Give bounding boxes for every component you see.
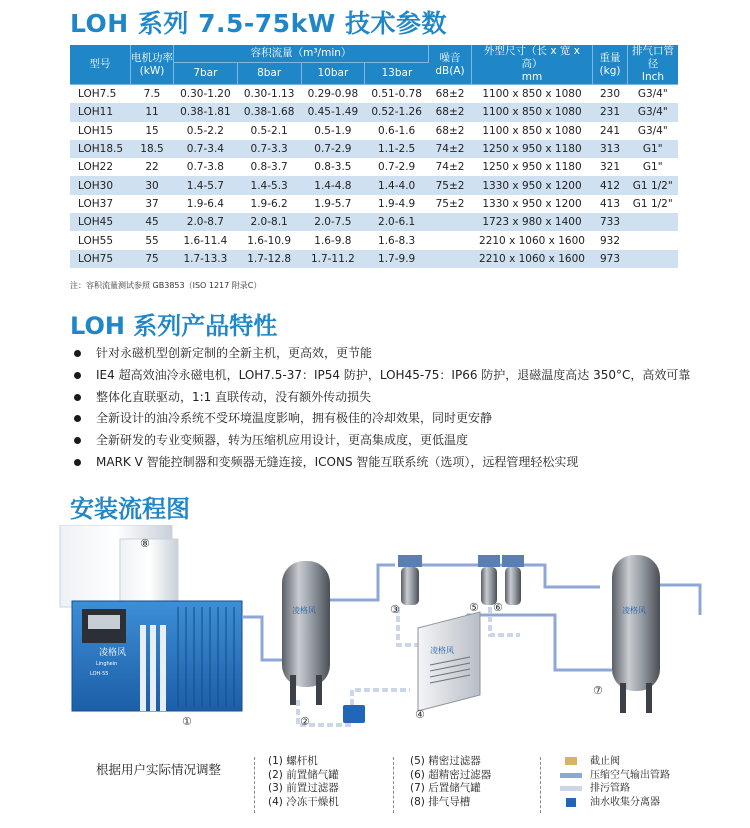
cell-f7: 0.5-2.2 (186, 124, 224, 137)
cell-dims: 1250 x 950 x 1180 (482, 161, 582, 174)
cell-power: 30 (131, 176, 174, 194)
feature-item: IE4 超高效油冷永磁电机，LOH7.5-37：IP54 防护，LOH45-75：IP66 防护，退磁温度高达 350°C，高效可靠 (70, 366, 710, 385)
cell-power: 15 (145, 124, 159, 137)
cell-f8: 1.9-6.2 (250, 197, 288, 210)
cell-f13: 0.7-2.9 (378, 161, 416, 174)
cell-power: 45 (131, 213, 174, 231)
ultra-precision-filter (502, 555, 524, 605)
legend-divider (540, 757, 542, 813)
header-outlet: 排气口管径 Inch (628, 45, 679, 85)
cell-outlet (628, 250, 679, 268)
cell-f10: 2.0-7.5 (301, 213, 365, 231)
cell-f13: 1.6-8.3 (378, 234, 416, 247)
features-title: LOH 系列产品特性 (70, 312, 278, 340)
cell-noise: 68±2 (435, 124, 465, 137)
cell-weight: 231 (593, 103, 628, 121)
cell-outlet (628, 213, 679, 231)
header-7bar: 7bar (174, 63, 238, 85)
cell-f7: 1.4-5.7 (174, 176, 238, 194)
cell-f13: 2.0-6.1 (365, 213, 429, 231)
cell-dims: 2210 x 1060 x 1600 (472, 250, 593, 268)
cell-model: LOH15 (78, 124, 113, 137)
install-title: 安装流程图 (70, 495, 190, 523)
cell-model: LOH37 (78, 197, 113, 210)
valve-icon (565, 757, 577, 765)
header-dims: 外型尺寸（长 x 宽 x 高） mm (472, 45, 593, 85)
header-noise: 噪音 dB(A) (429, 45, 472, 85)
cell-outlet: G3/4" (637, 88, 668, 101)
header-10bar: 10bar (301, 63, 365, 85)
cell-f10: 0.8-3.5 (314, 161, 352, 174)
cell-outlet: G1 1/2" (628, 176, 679, 194)
cell-model: LOH11 (70, 103, 131, 121)
marker-5: ⑤ (469, 601, 479, 614)
cell-f13: 1.7-9.9 (365, 250, 429, 268)
header-13bar: 13bar (365, 63, 429, 85)
cell-model: LOH55 (78, 234, 113, 247)
cell-model: LOH22 (78, 161, 113, 174)
cell-model: LOH18.5 (70, 140, 131, 158)
cell-weight: 313 (593, 140, 628, 158)
cell-weight: 241 (599, 124, 621, 137)
marker-6: ⑥ (493, 601, 503, 614)
machine-model: LOH-55 (90, 671, 109, 677)
cell-weight: 973 (593, 250, 628, 268)
cell-f8: 0.8-3.7 (250, 161, 288, 174)
cell-f7: 1.7-13.3 (174, 250, 238, 268)
component-item: (3) 前置过滤器 (268, 782, 339, 794)
spec-table-body (70, 85, 678, 268)
cell-dims: 1250 x 950 x 1180 (472, 140, 593, 158)
table-row (70, 195, 678, 213)
cell-noise (429, 231, 472, 249)
cell-model: LOH75 (70, 250, 131, 268)
cell-f7: 0.7-3.8 (186, 161, 224, 174)
exhaust-duct (60, 525, 178, 607)
component-item: (6) 超精密过滤器 (410, 768, 492, 781)
feature-item: MARK V 智能控制器和变频器无缝连接，ICONS 智能互联系统（选项），远程管理轻松实现 (70, 453, 710, 472)
cell-f10: 0.45-1.49 (301, 103, 365, 121)
cell-f8: 0.7-3.3 (237, 140, 301, 158)
cell-f13: 1.4-4.0 (365, 176, 429, 194)
cell-f7: 1.9-6.4 (186, 197, 224, 210)
oil-water-collector (343, 705, 365, 723)
cell-dims: 1330 x 950 x 1200 (482, 197, 582, 210)
cell-model: LOH7.5 (78, 88, 117, 101)
cell-model: LOH30 (70, 176, 131, 194)
cell-f10: 0.5-1.9 (314, 124, 352, 137)
legend-divider (254, 757, 256, 813)
component-item: (2) 前置储气罐 (268, 768, 339, 781)
component-item: (1) 螺杆机 (268, 755, 318, 767)
table-row (70, 158, 678, 176)
cell-f10: 1.4-4.8 (301, 176, 365, 194)
cell-outlet: G1" (628, 140, 679, 158)
component-item: (7) 后置储气罐 (410, 782, 481, 794)
cell-f13: 1.9-4.9 (378, 197, 416, 210)
table-row (70, 213, 678, 231)
cell-f7: 0.38-1.81 (174, 103, 238, 121)
cell-power: 37 (145, 197, 159, 210)
collector-icon (566, 798, 576, 807)
cell-dims: 1330 x 950 x 1200 (472, 176, 593, 194)
page-title: LOH 系列 7.5-75kW 技术参数 (70, 9, 447, 38)
spec-table (70, 45, 678, 268)
cell-weight: 932 (599, 234, 621, 247)
marker-3: ③ (390, 603, 400, 616)
component-item: (5) 精密过滤器 (410, 755, 481, 767)
cell-weight: 733 (593, 213, 628, 231)
marker-1: ① (182, 715, 192, 728)
feature-item: 整体化直联驱动，1:1 直联传动，没有额外传动损失 (70, 388, 710, 407)
pre-filter (398, 555, 422, 605)
cell-dims: 1100 x 850 x 1080 (472, 103, 593, 121)
cell-f8: 1.4-5.3 (237, 176, 301, 194)
header-motor-power: 电机功率 (kW) (131, 45, 174, 85)
cell-f8: 1.7-12.8 (237, 250, 301, 268)
cell-outlet: G1 1/2" (632, 197, 673, 210)
cell-f8: 0.30-1.13 (243, 88, 295, 101)
legend-collector: 油水收集分离器 (560, 796, 670, 810)
cell-outlet: G1" (642, 161, 663, 174)
table-row (70, 176, 678, 194)
cell-f7: 2.0-8.7 (174, 213, 238, 231)
cell-power: 75 (131, 250, 174, 268)
table-row (70, 103, 678, 121)
marker-2: ② (300, 715, 310, 728)
adjust-note: 根据用户实际情况调整 (96, 762, 222, 777)
cell-power: 18.5 (131, 140, 174, 158)
refrigerated-dryer (418, 612, 482, 711)
drain-line-swatch (560, 786, 582, 791)
cell-dims: 2210 x 1060 x 1600 (479, 234, 585, 247)
feature-item: 全新研发的专业变频器，转为压缩机应用设计，更高集成度，更低温度 (70, 431, 710, 450)
cell-power: 11 (131, 103, 174, 121)
table-note: 注：容积流量测试参照 GB3853（ISO 1217 附录C） (70, 281, 262, 290)
feature-list (70, 344, 710, 475)
legend-divider (393, 757, 395, 813)
header-flow: 容积流量（m³/min） (174, 45, 429, 63)
cell-f13: 0.52-1.26 (365, 103, 429, 121)
air-line-swatch (560, 773, 582, 778)
cell-f10: 1.6-9.8 (314, 234, 352, 247)
table-row (70, 250, 678, 268)
install-diagram (0, 525, 750, 750)
component-item: (8) 排气导槽 (410, 795, 471, 808)
precision-filter (478, 555, 500, 605)
marker-7: ⑦ (593, 684, 603, 697)
cell-power: 55 (145, 234, 159, 247)
feature-item: 全新设计的油冷系统不受环境温度影响，拥有极佳的冷却效果，同时更安静 (70, 409, 710, 428)
cell-f7: 1.6-11.4 (183, 234, 228, 247)
table-row (70, 122, 678, 140)
cell-f10: 1.9-5.7 (314, 197, 352, 210)
cell-f7: 0.7-3.4 (174, 140, 238, 158)
machine-brand-en: Linghein (96, 661, 118, 667)
cell-power: 7.5 (143, 88, 161, 101)
cell-f8: 0.38-1.68 (237, 103, 301, 121)
cell-noise: 75±2 (435, 197, 465, 210)
cell-noise (429, 250, 472, 268)
legend-valve: 截止阀 (560, 755, 670, 769)
marker-4: ④ (415, 708, 425, 721)
cell-f8: 0.5-2.1 (250, 124, 288, 137)
marker-8: ⑧ (140, 537, 150, 550)
legend-air-line: 压缩空气输出管路 (560, 769, 670, 783)
cell-outlet (628, 231, 679, 249)
cell-noise: 74±2 (429, 140, 472, 158)
component-list-left (268, 755, 339, 809)
dryer-brand: 凌格风 (430, 646, 454, 655)
cell-f10: 1.7-11.2 (301, 250, 365, 268)
cell-power: 22 (145, 161, 159, 174)
cell-dims: 1100 x 850 x 1080 (482, 88, 582, 101)
cell-weight: 230 (599, 88, 621, 101)
cell-noise: 74±2 (435, 161, 465, 174)
cell-dims: 1723 x 980 x 1400 (472, 213, 593, 231)
front-air-tank (282, 561, 330, 705)
header-weight: 重量 (kg) (593, 45, 628, 85)
table-row (70, 231, 678, 249)
machine-brand: 凌格风 (99, 648, 127, 658)
screw-compressor (72, 601, 242, 711)
cell-f7: 0.30-1.20 (180, 88, 231, 101)
cell-f13: 0.51-0.78 (371, 88, 422, 101)
cell-weight: 321 (599, 161, 621, 174)
table-row (70, 140, 678, 158)
header-8bar: 8bar (237, 63, 301, 85)
cell-noise: 68±2 (435, 88, 465, 101)
cell-outlet: G3/4" (628, 103, 679, 121)
cell-noise (429, 213, 472, 231)
cell-weight: 413 (599, 197, 621, 210)
cell-dims: 1100 x 850 x 1080 (482, 124, 582, 137)
cell-f13: 1.1-2.5 (365, 140, 429, 158)
cell-outlet: G3/4" (637, 124, 668, 137)
header-model: 型号 (70, 45, 131, 85)
cell-weight: 412 (593, 176, 628, 194)
cell-f10: 0.29-0.98 (307, 88, 359, 101)
cell-noise: 68±2 (429, 103, 472, 121)
cell-model: LOH45 (70, 213, 131, 231)
rear-air-tank (612, 555, 660, 713)
cell-f10: 0.7-2.9 (301, 140, 365, 158)
tank-brand: 凌格风 (292, 606, 316, 615)
legend (560, 755, 670, 809)
cell-f8: 2.0-8.1 (237, 213, 301, 231)
component-item: (4) 冷冻干燥机 (268, 795, 339, 808)
drain-line (298, 607, 520, 725)
feature-item: 针对永磁机型创新定制的全新主机，更高效，更节能 (70, 344, 710, 363)
cell-f13: 0.6-1.6 (378, 124, 416, 137)
table-row (70, 85, 678, 104)
rear-tank-brand: 凌格风 (622, 606, 646, 615)
component-list-right (410, 755, 491, 809)
cell-f8: 1.6-10.9 (247, 234, 292, 247)
cell-noise: 75±2 (429, 176, 472, 194)
legend-drain-line: 排污管路 (560, 782, 670, 796)
